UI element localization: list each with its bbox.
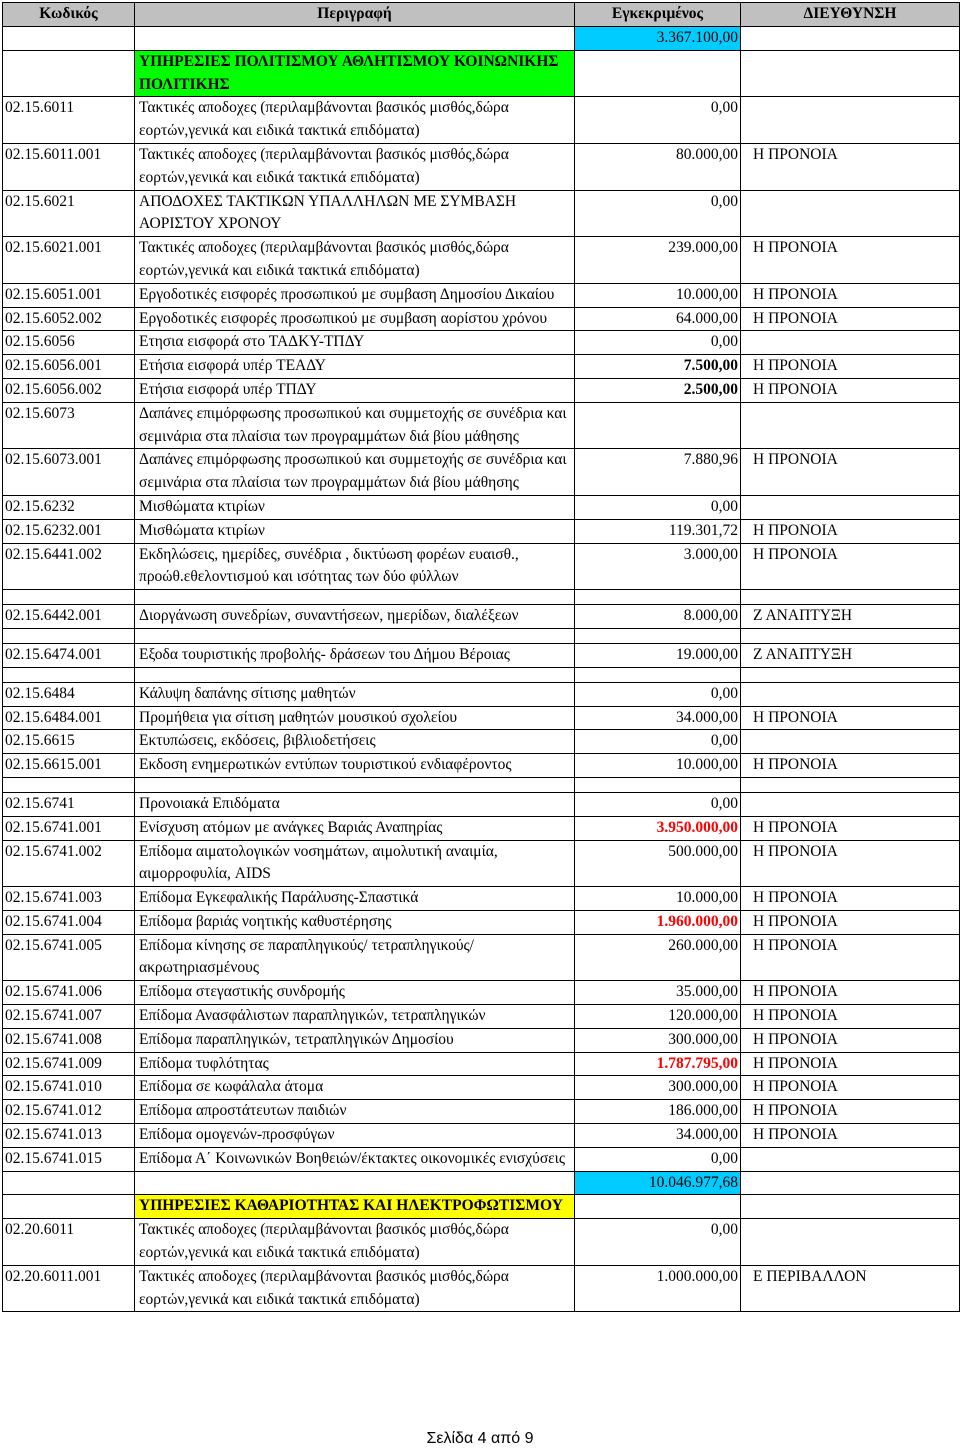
- row-amount: 1.787.795,00: [575, 1052, 741, 1076]
- row-code: 02.15.6052.002: [3, 307, 135, 331]
- row-amount: 19.000,00: [575, 643, 741, 667]
- budget-table: [2, 2, 960, 1312]
- row-amount: 0,00: [575, 331, 741, 355]
- row-directorate: [741, 682, 960, 706]
- row-code: 02.15.6741.002: [3, 840, 135, 887]
- row-code: 02.15.6741.004: [3, 910, 135, 934]
- table-row: [3, 449, 960, 496]
- row-description: Επίδομα Ανασφάλιστων παραπληγικών, τετραπληγικών: [135, 1005, 575, 1029]
- row-description: Διοργάνωση συνεδρίων, συναντήσεων, ημερίδων, διαλέξεων: [135, 605, 575, 629]
- section-title-row: [3, 50, 960, 97]
- row-description: Τακτικές αποδοχες (περιλαμβάνονται βασικός μισθός,δώρα εορτών,γενικά και ειδικά τακτικά επιδόματα): [135, 1219, 575, 1266]
- row-directorate: Η ΠΡΟΝΟΙΑ: [741, 816, 960, 840]
- row-code: 02.15.6741.015: [3, 1147, 135, 1171]
- row-amount: 7.880,96: [575, 449, 741, 496]
- row-code: 02.15.6741.009: [3, 1052, 135, 1076]
- row-code: 02.15.6741.008: [3, 1028, 135, 1052]
- row-code: 02.15.6073: [3, 402, 135, 449]
- row-description: Ενίσχυση ατόμων με ανάγκες Βαριάς Αναπηρίας: [135, 816, 575, 840]
- row-amount: 0,00: [575, 1147, 741, 1171]
- row-code: 02.15.6441.002: [3, 543, 135, 590]
- row-amount: 239.000,00: [575, 237, 741, 284]
- row-amount: 10.000,00: [575, 754, 741, 778]
- row-directorate: Η ΠΡΟΝΟΙΑ: [741, 840, 960, 887]
- row-description: Επίδομα Εγκεφαλικής Παράλυσης-Σπαστικά: [135, 887, 575, 911]
- row-description: Δαπάνες επιμόρφωσης προσωπικού και συμμετοχής σε συνέδρια και σεμινάρια στα πλαίσια των προγραμμάτων διά βίου μάθησης: [135, 402, 575, 449]
- row-amount: 119.301,72: [575, 519, 741, 543]
- table-row: [3, 495, 960, 519]
- table-row: [3, 143, 960, 190]
- table-row: [3, 1147, 960, 1171]
- row-directorate: Η ΠΡΟΝΟΙΑ: [741, 887, 960, 911]
- row-directorate: Η ΠΡΟΝΟΙΑ: [741, 934, 960, 981]
- table-row: [3, 840, 960, 887]
- row-description: Επίδομα παραπληγικών, τετραπληγικών Δημοσίου: [135, 1028, 575, 1052]
- header-code: Κωδικός: [3, 3, 135, 27]
- row-directorate: [741, 730, 960, 754]
- row-amount: 0,00: [575, 792, 741, 816]
- row-code: 02.15.6741.003: [3, 887, 135, 911]
- table-row: [3, 402, 960, 449]
- table-row: [3, 97, 960, 144]
- row-directorate: Η ΠΡΟΝΟΙΑ: [741, 543, 960, 590]
- row-amount: 1.960.000,00: [575, 910, 741, 934]
- row-description: Εκτυπώσεις, εκδόσεις, βιβλιοδετήσεις: [135, 730, 575, 754]
- spacer-row: [3, 777, 960, 792]
- table-row: [3, 1219, 960, 1266]
- row-code: 02.15.6484.001: [3, 706, 135, 730]
- header-description: Περιγραφή: [135, 3, 575, 27]
- row-description: Επίδομα ομογενών-προσφύγων: [135, 1124, 575, 1148]
- row-amount: 300.000,00: [575, 1028, 741, 1052]
- row-description: Τακτικές αποδοχες (περιλαμβάνονται βασικός μισθός,δώρα εορτών,γενικά και ειδικά τακτικά επιδόματα): [135, 237, 575, 284]
- row-amount: 3.000,00: [575, 543, 741, 590]
- table-row: [3, 910, 960, 934]
- header-approved: Εγκεκριμένος: [575, 3, 741, 27]
- row-description: Προμήθεια για σίτιση μαθητών μουσικού σχολείου: [135, 706, 575, 730]
- row-code: 02.15.6741.001: [3, 816, 135, 840]
- row-description: Μισθώματα κτιρίων: [135, 519, 575, 543]
- row-description: Προνοιακά Επιδόματα: [135, 792, 575, 816]
- row-code: 02.15.6741.005: [3, 934, 135, 981]
- table-row: [3, 1124, 960, 1148]
- row-description: Ετήσια εισφορά υπέρ ΤΠΔΥ: [135, 378, 575, 402]
- row-description: Ετησια εισφορά στο ΤΑΔΚΥ-ΤΠΔΥ: [135, 331, 575, 355]
- row-amount: 80.000,00: [575, 143, 741, 190]
- table-row: [3, 981, 960, 1005]
- row-code: 02.15.6741: [3, 792, 135, 816]
- table-row: [3, 237, 960, 284]
- row-amount: 0,00: [575, 97, 741, 144]
- row-description: Επίδομα Α΄ Κοινωνικών Βοηθειών/έκτακτες οικονομικές ενισχύσεις: [135, 1147, 575, 1171]
- row-amount: [575, 402, 741, 449]
- table-row: [3, 792, 960, 816]
- row-directorate: [741, 402, 960, 449]
- row-directorate: Η ΠΡΟΝΟΙΑ: [741, 754, 960, 778]
- table-row: [3, 307, 960, 331]
- row-description: Τακτικές αποδοχες (περιλαμβάνονται βασικός μισθός,δώρα εορτών,γενικά και ειδικά τακτικά επιδόματα): [135, 143, 575, 190]
- row-directorate: Η ΠΡΟΝΟΙΑ: [741, 307, 960, 331]
- row-directorate: Η ΠΡΟΝΟΙΑ: [741, 519, 960, 543]
- row-amount: 0,00: [575, 1219, 741, 1266]
- row-description: Εργοδοτικές εισφορές προσωπικού με συμβαση αορίστου χρόνου: [135, 307, 575, 331]
- row-amount: 0,00: [575, 495, 741, 519]
- row-code: 02.20.6011.001: [3, 1265, 135, 1312]
- row-code: 02.15.6741.012: [3, 1100, 135, 1124]
- row-code: 02.15.6021: [3, 190, 135, 237]
- row-code: 02.15.6056.002: [3, 378, 135, 402]
- table-row: [3, 1052, 960, 1076]
- row-description: Επίδομα κίνησης σε παραπληγικούς/ τετραπληγικούς/ ακρωτηριασμένους: [135, 934, 575, 981]
- row-code: 02.15.6232.001: [3, 519, 135, 543]
- row-directorate: Η ΠΡΟΝΟΙΑ: [741, 449, 960, 496]
- row-directorate: Η ΠΡΟΝΟΙΑ: [741, 1028, 960, 1052]
- row-code: 02.15.6615: [3, 730, 135, 754]
- spacer-row: [3, 667, 960, 682]
- row-code: 02.15.6051.001: [3, 283, 135, 307]
- row-amount: 500.000,00: [575, 840, 741, 887]
- row-amount: 10.000,00: [575, 283, 741, 307]
- row-directorate: Η ΠΡΟΝΟΙΑ: [741, 1005, 960, 1029]
- row-description: Επίδομα σε κωφάλαλα άτομα: [135, 1076, 575, 1100]
- row-code: 02.15.6741.013: [3, 1124, 135, 1148]
- row-directorate: [741, 792, 960, 816]
- row-directorate: Η ΠΡΟΝΟΙΑ: [741, 1100, 960, 1124]
- row-code: 02.20.6011: [3, 1219, 135, 1266]
- table-row: [3, 934, 960, 981]
- row-directorate: Η ΠΡΟΝΟΙΑ: [741, 355, 960, 379]
- row-directorate: Η ΠΡΟΝΟΙΑ: [741, 283, 960, 307]
- table-row: [3, 1100, 960, 1124]
- row-directorate: Η ΠΡΟΝΟΙΑ: [741, 378, 960, 402]
- spacer-row: [3, 590, 960, 605]
- row-amount: 2.500,00: [575, 378, 741, 402]
- table-row: [3, 1265, 960, 1312]
- section-total-row: [3, 27, 960, 51]
- table-row: [3, 816, 960, 840]
- row-directorate: Η ΠΡΟΝΟΙΑ: [741, 1124, 960, 1148]
- row-amount: 34.000,00: [575, 706, 741, 730]
- table-row: [3, 355, 960, 379]
- section-total-row: [3, 1171, 960, 1195]
- table-row: [3, 283, 960, 307]
- row-directorate: Η ΠΡΟΝΟΙΑ: [741, 1052, 960, 1076]
- table-row: [3, 706, 960, 730]
- table-row: [3, 1028, 960, 1052]
- table-row: [3, 754, 960, 778]
- row-description: Επίδομα στεγαστικής συνδρομής: [135, 981, 575, 1005]
- row-directorate: [741, 1147, 960, 1171]
- spacer-row: [3, 628, 960, 643]
- row-description: Επίδομα βαριάς νοητικής καθυστέρησης: [135, 910, 575, 934]
- row-directorate: Ε ΠΕΡΙΒΑΛΛΟΝ: [741, 1265, 960, 1312]
- row-code: 02.15.6056: [3, 331, 135, 355]
- row-description: Εξοδα τουριστικής προβολής- δράσεων του Δήμου Βέροιας: [135, 643, 575, 667]
- row-directorate: Η ΠΡΟΝΟΙΑ: [741, 237, 960, 284]
- section2-total: 10.046.977,68: [575, 1171, 741, 1195]
- row-description: Μισθώματα κτιρίων: [135, 495, 575, 519]
- table-row: [3, 190, 960, 237]
- row-description: Επίδομα τυφλότητας: [135, 1052, 575, 1076]
- table-row: [3, 1005, 960, 1029]
- page-footer: Σελίδα 4 από 9: [426, 1430, 534, 1447]
- row-amount: 34.000,00: [575, 1124, 741, 1148]
- row-amount: 7.500,00: [575, 355, 741, 379]
- row-directorate: Ζ ΑΝΑΠΤΥΞΗ: [741, 643, 960, 667]
- row-directorate: Η ΠΡΟΝΟΙΑ: [741, 1076, 960, 1100]
- row-amount: 300.000,00: [575, 1076, 741, 1100]
- row-directorate: Η ΠΡΟΝΟΙΑ: [741, 910, 960, 934]
- row-code: 02.15.6011: [3, 97, 135, 144]
- row-description: ΑΠΟΔΟΧΕΣ ΤΑΚΤΙΚΩΝ ΥΠΑΛΛΗΛΩΝ ΜΕ ΣΥΜΒΑΣΗ ΑΟΡΙΣΤΟΥ ΧΡΟΝΟΥ: [135, 190, 575, 237]
- row-amount: 3.950.000,00: [575, 816, 741, 840]
- row-amount: 0,00: [575, 682, 741, 706]
- header-directorate: ΔΙΕΥΘΥΝΣΗ: [741, 3, 960, 27]
- row-description: Επίδομα αιματολογικών νοσημάτων, αιμολυτική αναιμία, αιμορροφυλία, AIDS: [135, 840, 575, 887]
- row-directorate: Η ΠΡΟΝΟΙΑ: [741, 143, 960, 190]
- table-row: [3, 543, 960, 590]
- header-row: [3, 3, 960, 27]
- table-row: [3, 519, 960, 543]
- row-description: Δαπάνες επιμόρφωσης προσωπικού και συμμετοχής σε συνέδρια και σεμινάρια στα πλαίσια των προγραμμάτων διά βίου μάθησης: [135, 449, 575, 496]
- row-code: 02.15.6615.001: [3, 754, 135, 778]
- section-title-row: [3, 1195, 960, 1219]
- row-amount: 120.000,00: [575, 1005, 741, 1029]
- table-row: [3, 331, 960, 355]
- row-code: 02.15.6741.006: [3, 981, 135, 1005]
- row-directorate: [741, 97, 960, 144]
- row-amount: 10.000,00: [575, 887, 741, 911]
- table-row: [3, 1076, 960, 1100]
- table-row: [3, 887, 960, 911]
- row-code: 02.15.6484: [3, 682, 135, 706]
- row-amount: 186.000,00: [575, 1100, 741, 1124]
- row-code: 02.15.6056.001: [3, 355, 135, 379]
- table-row: [3, 730, 960, 754]
- row-amount: 35.000,00: [575, 981, 741, 1005]
- row-amount: 1.000.000,00: [575, 1265, 741, 1312]
- row-directorate: Η ΠΡΟΝΟΙΑ: [741, 981, 960, 1005]
- row-code: 02.15.6442.001: [3, 605, 135, 629]
- row-amount: 64.000,00: [575, 307, 741, 331]
- row-directorate: Ζ ΑΝΑΠΤΥΞΗ: [741, 605, 960, 629]
- section2-title: ΥΠΗΡΕΣΙΕΣ ΚΑΘΑΡΙΟΤΗΤΑΣ ΚΑΙ ΗΛΕΚΤΡΟΦΩΤΙΣΜΟΥ: [135, 1195, 575, 1219]
- row-directorate: [741, 1219, 960, 1266]
- row-code: 02.15.6021.001: [3, 237, 135, 284]
- row-code: 02.15.6073.001: [3, 449, 135, 496]
- row-directorate: [741, 495, 960, 519]
- row-description: Τακτικές αποδοχες (περιλαμβάνονται βασικός μισθός,δώρα εορτών,γενικά και ειδικά τακτικά επιδόματα): [135, 97, 575, 144]
- row-description: Επίδομα απροστάτευτων παιδιών: [135, 1100, 575, 1124]
- row-description: Εργοδοτικές εισφορές προσωπικού με συμβαση Δημοσίου Δικαίου: [135, 283, 575, 307]
- row-description: Ετήσια εισφορά υπέρ ΤΕΑΔΥ: [135, 355, 575, 379]
- table-row: [3, 605, 960, 629]
- section1-title: ΥΠΗΡΕΣΙΕΣ ΠΟΛΙΤΙΣΜΟΥ ΑΘΛΗΤΙΣΜΟΥ ΚΟΙΝΩΝΙΚΗΣ ΠΟΛΙΤΙΚΗΣ: [135, 50, 575, 97]
- row-code: 02.15.6741.007: [3, 1005, 135, 1029]
- row-code: 02.15.6474.001: [3, 643, 135, 667]
- row-code: 02.15.6741.010: [3, 1076, 135, 1100]
- section1-total: 3.367.100,00: [575, 27, 741, 51]
- row-amount: 0,00: [575, 190, 741, 237]
- row-description: Τακτικές αποδοχες (περιλαμβάνονται βασικός μισθός,δώρα εορτών,γενικά και ειδικά τακτικά επιδόματα): [135, 1265, 575, 1312]
- row-code: 02.15.6011.001: [3, 143, 135, 190]
- row-amount: 260.000,00: [575, 934, 741, 981]
- table-row: [3, 378, 960, 402]
- row-description: Εκδηλώσεις, ημερίδες, συνέδρια , δικτύωση φορέων ευαισθ., προώθ.εθελοντισμού και ισότητας των δύο φύλλων: [135, 543, 575, 590]
- table-row: [3, 643, 960, 667]
- table-row: [3, 682, 960, 706]
- row-directorate: Η ΠΡΟΝΟΙΑ: [741, 706, 960, 730]
- row-amount: 0,00: [575, 730, 741, 754]
- row-code: 02.15.6232: [3, 495, 135, 519]
- row-directorate: [741, 331, 960, 355]
- row-description: Κάλυψη δαπάνης σίτισης μαθητών: [135, 682, 575, 706]
- row-directorate: [741, 190, 960, 237]
- row-amount: 8.000,00: [575, 605, 741, 629]
- row-description: Εκδοση ενημερωτικών εντύπων τουριστικού ενδιαφέροντος: [135, 754, 575, 778]
